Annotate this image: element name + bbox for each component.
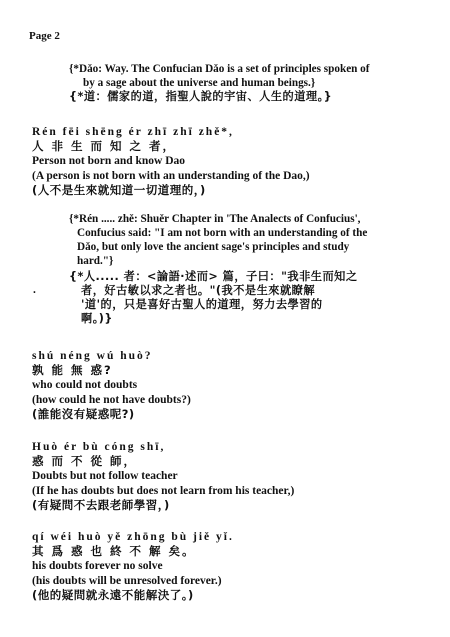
note-dao-en-line-2: by a sage about the universe and human beings.} <box>83 77 316 89</box>
block4-chars: 其 爲 惑 也 終 不 解 矣。 <box>32 544 196 558</box>
block2-pinyin: shú néng wú huò? <box>32 350 153 362</box>
block4-translation-en: (his doubts will be unresolved forever.) <box>32 575 222 587</box>
note-dao-zh: {*道：儒家的道，指聖人說的宇宙、人生的道理。} <box>69 90 333 103</box>
block2-translation-zh: (誰能沒有疑惑呢?) <box>32 407 135 421</box>
note-ren-en-line-2: Confucius said: "I am not born with an understanding of the <box>77 227 368 239</box>
block1-gloss: Person not born and know Dao <box>32 155 186 167</box>
note-ren-en-line-3: Dǎo, but only love the ancient sage's principles and study <box>77 241 350 253</box>
block1-pinyin: Rén fēi shēng ér zhī zhī zhě*, <box>32 126 234 138</box>
block2-translation-en: (how could he not have doubts?) <box>32 394 191 406</box>
note-ren-zh-line-1: {*人..... 者：<論語·述而> 篇，子曰："我非生而知之 <box>69 270 358 283</box>
block4-pinyin: qí wéi huò yě zhōng bù jiě yǐ. <box>32 531 234 543</box>
note-dao <box>69 62 370 104</box>
note-ren-en-line-4: hard."} <box>77 255 114 267</box>
block3-pinyin: Huò ér bù cóng shī, <box>32 441 166 453</box>
note-ren-en-line-1: {*Rén ..... zhě: Shuěr Chapter in 'The Analects of Confucius', <box>69 213 361 225</box>
note-ren-zh-line-2: 者，好古敏以求之者也。"(我不是生來就瞭解 <box>81 284 316 297</box>
note-ren-zh-line-3: '道'的，只是喜好古聖人的道理，努力去學習的 <box>81 298 323 311</box>
note-ren <box>69 212 367 326</box>
block2-chars: 孰 能 無 惑? <box>32 363 113 377</box>
block1-translation-en: (A person is not born with an understanding of the Dao,) <box>32 170 310 182</box>
note-dao-en-line-1: {*Dǎo: Way. The Confucian Dǎo is a set of principles spoken of <box>69 63 370 75</box>
block3-chars: 惑 而 不 從 師， <box>32 454 138 468</box>
block3-gloss: Doubts but not follow teacher <box>32 470 178 482</box>
page-number: Page 2 <box>29 30 60 42</box>
block3-translation-zh: (有疑問不去跟老師學習，) <box>32 498 170 512</box>
block1-chars: 人 非 生 而 知 之 者， <box>32 139 177 153</box>
stray-dot: . <box>33 284 36 296</box>
block4-gloss: his doubts forever no solve <box>32 560 163 572</box>
block2-gloss: who could not doubts <box>32 379 138 391</box>
block3-translation-en: (If he has doubts but does not learn from his teacher,) <box>32 485 295 497</box>
block4-translation-zh: (他的疑問就永遠不能解決了。) <box>32 588 194 602</box>
block1-translation-zh: (人不是生來就知道一切道理的，) <box>32 183 206 197</box>
note-ren-zh-line-4: 啊。)} <box>81 312 113 325</box>
